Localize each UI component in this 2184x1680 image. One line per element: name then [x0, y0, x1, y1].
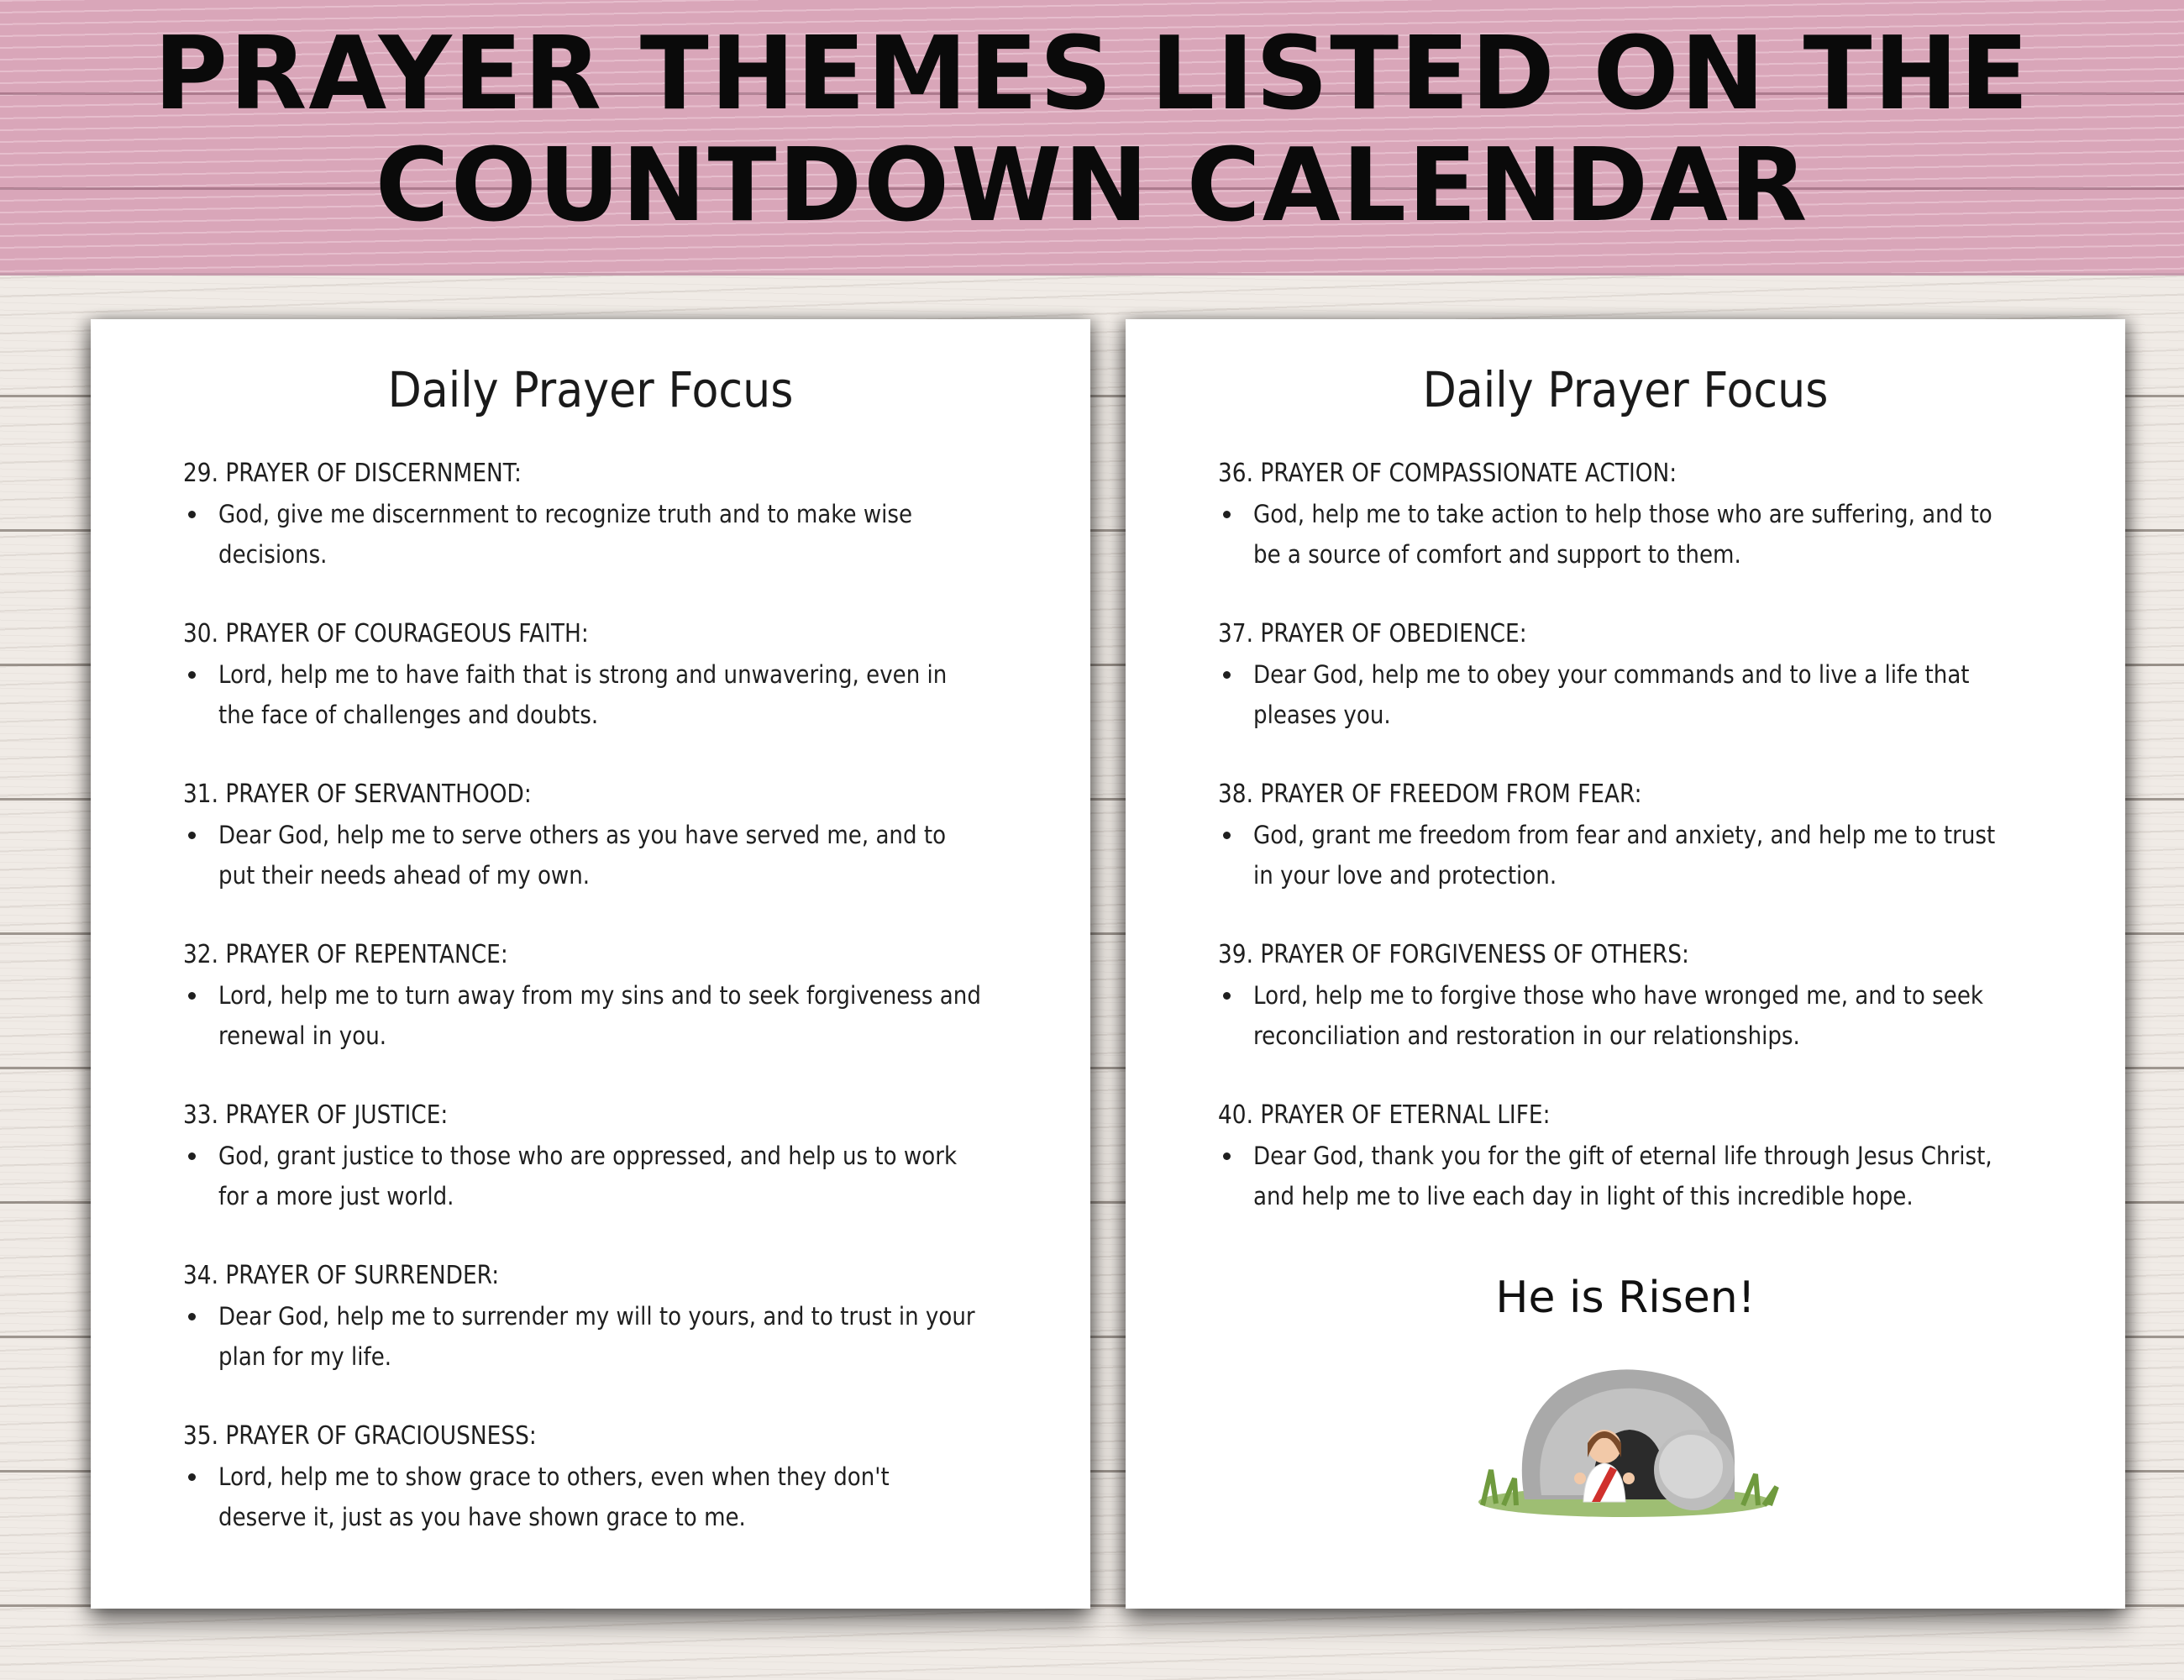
prayer-heading: 29. PRAYER OF DISCERNMENT: — [183, 459, 522, 488]
page-title: PRAYER THEMES LISTED ON THE COUNTDOWN CALENDAR — [154, 16, 2030, 244]
prayer-text: Dear God, help me to obey your commands and to live a life that pleases you. — [1218, 654, 2058, 735]
bullet-icon — [188, 832, 196, 839]
prayer-item — [183, 935, 1023, 1056]
prayer-item — [183, 774, 1023, 895]
bullet-icon — [1223, 992, 1231, 1000]
prayer-item — [183, 454, 1023, 575]
left-page-title: Daily Prayer Focus — [387, 361, 794, 418]
left-page — [91, 319, 1090, 1609]
prayer-item — [183, 1095, 1023, 1216]
prayer-heading: 32. PRAYER OF REPENTANCE: — [183, 940, 508, 969]
bullet-icon — [188, 1473, 196, 1481]
closing-text: He is Risen! — [1495, 1273, 1756, 1323]
right-prayer-list — [1218, 454, 2058, 1256]
header-banner — [0, 0, 2184, 276]
prayer-heading: 36. PRAYER OF COMPASSIONATE ACTION: — [1218, 459, 1677, 488]
bullet-icon — [1223, 511, 1231, 518]
prayer-heading: 31. PRAYER OF SERVANTHOOD: — [183, 780, 532, 809]
prayer-text: Lord, help me to forgive those who have wronged me, and to seek reconciliation and restoration in our relationships. — [1218, 975, 2058, 1056]
prayer-heading: 39. PRAYER OF FORGIVENESS OF OTHERS: — [1218, 940, 1689, 969]
bullet-icon — [188, 671, 196, 679]
bullet-icon — [1223, 832, 1231, 839]
bullet-icon — [188, 992, 196, 1000]
prayer-item — [1218, 454, 2058, 575]
prayer-item — [1218, 935, 2058, 1056]
prayer-item — [1218, 1095, 2058, 1216]
tomb-icon — [1466, 1352, 1785, 1520]
prayer-text: Lord, help me to turn away from my sins and to seek forgiveness and renewal in you. — [183, 975, 1023, 1056]
prayer-text: Dear God, help me to surrender my will to yours, and to trust in your plan for my life. — [183, 1296, 1023, 1377]
bullet-icon — [1223, 671, 1231, 679]
bullet-icon — [188, 511, 196, 518]
prayer-item — [1218, 774, 2058, 895]
right-page — [1126, 319, 2125, 1609]
bullet-icon — [1223, 1152, 1231, 1160]
prayer-text: God, give me discernment to recognize truth and to make wise decisions. — [183, 494, 1023, 575]
left-prayer-list — [183, 454, 1023, 1577]
prayer-text: God, help me to take action to help those who are suffering, and to be a source of comfort and support to them. — [1218, 494, 2058, 575]
prayer-text: Lord, help me to have faith that is strong and unwavering, even in the face of challenges and doubts. — [183, 654, 1023, 735]
prayer-heading: 37. PRAYER OF OBEDIENCE: — [1218, 619, 1527, 648]
prayer-item — [183, 1256, 1023, 1377]
bullet-icon — [188, 1152, 196, 1160]
bullet-icon — [188, 1313, 196, 1320]
prayer-heading: 38. PRAYER OF FREEDOM FROM FEAR: — [1218, 780, 1642, 809]
prayer-text: Dear God, thank you for the gift of eternal life through Jesus Christ, and help me to live each day in light of this incredible hope. — [1218, 1136, 2058, 1216]
prayer-item — [183, 1416, 1023, 1537]
prayer-item — [183, 614, 1023, 735]
prayer-item — [1218, 614, 2058, 735]
prayer-heading: 30. PRAYER OF COURAGEOUS FAITH: — [183, 619, 589, 648]
prayer-text: God, grant me freedom from fear and anxiety, and help me to trust in your love and protection. — [1218, 815, 2058, 895]
prayer-heading: 35. PRAYER OF GRACIOUSNESS: — [183, 1421, 537, 1451]
prayer-heading: 34. PRAYER OF SURRENDER: — [183, 1261, 500, 1290]
prayer-text: Lord, help me to show grace to others, even when they don't deserve it, just as you have shown grace to me. — [183, 1457, 1023, 1537]
right-page-title: Daily Prayer Focus — [1422, 361, 1829, 418]
prayer-text: Dear God, help me to serve others as you have served me, and to put their needs ahead of my own. — [183, 815, 1023, 895]
prayer-heading: 33. PRAYER OF JUSTICE: — [183, 1100, 449, 1130]
prayer-heading: 40. PRAYER OF ETERNAL LIFE: — [1218, 1100, 1551, 1130]
prayer-text: God, grant justice to those who are oppressed, and help us to work for a more just world. — [183, 1136, 1023, 1216]
empty-tomb-illustration — [1466, 1352, 1785, 1520]
